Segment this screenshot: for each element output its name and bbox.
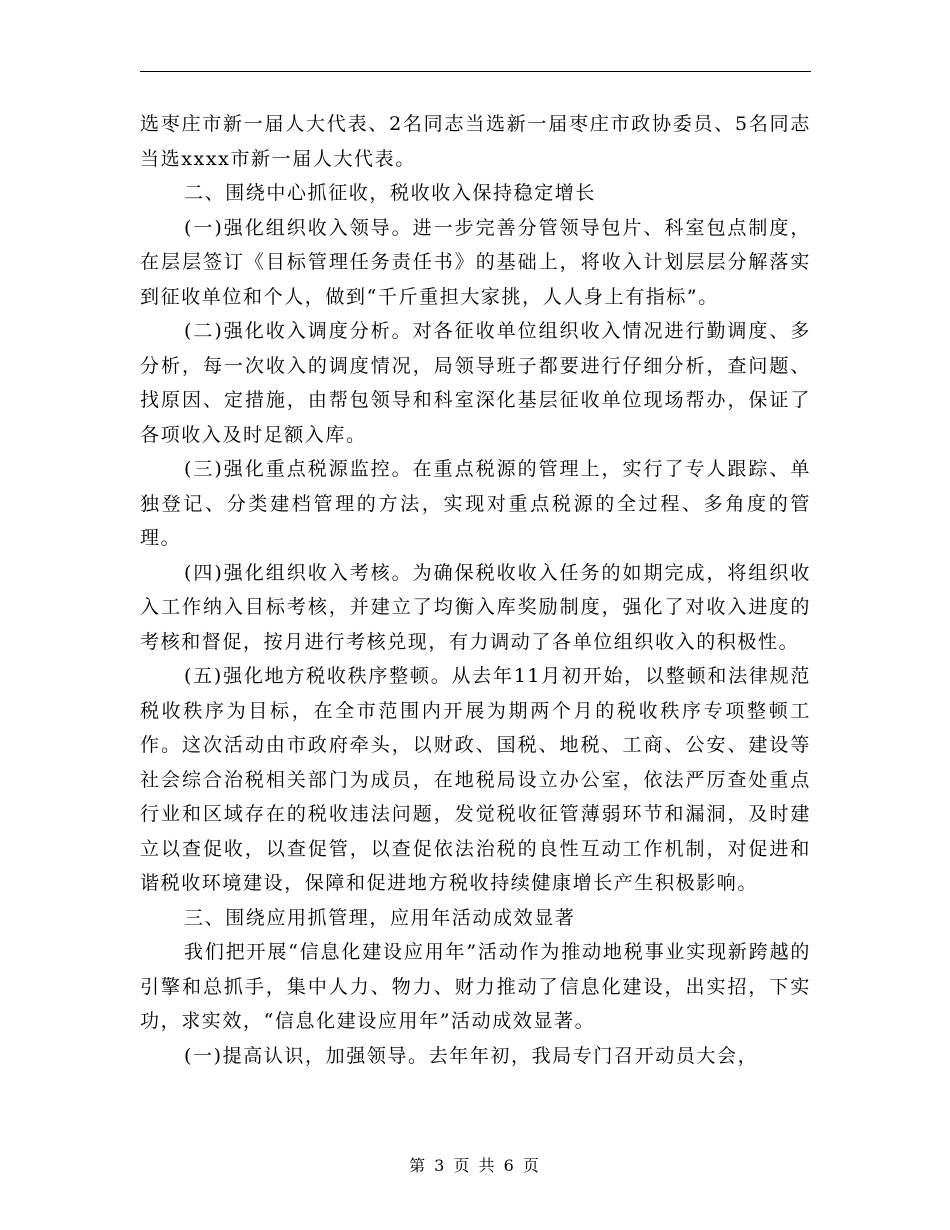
- section-heading-2: 二、围绕中心抓征收，税收收入保持稳定增长: [184, 182, 597, 204]
- paragraph-continuation: 选枣庄市新一届人大代表、2名同志当选新一届枣庄市政协委员、5名同志当选xxxx市新一届人大代表。: [140, 113, 811, 170]
- page-number: 第 3 页 共 6 页: [409, 1156, 541, 1175]
- paragraph-3-1: (一)提高认识，加强领导。去年年初，我局专门召开动员大会，: [184, 1044, 759, 1067]
- paragraph-2-4: (四)强化组织收入考核。为确保税收收入任务的如期完成，将组织收入工作纳入目标考核，并建立了均衡入库奖励制度，强化了对收入进度的考核和督促，按月进行考核兑现，有力调动了各单位组织收入的积极性。: [140, 561, 811, 653]
- section-heading-3: 三、围绕应用抓管理，应用年活动成效显著: [184, 906, 576, 929]
- paragraph-2-3: (三)强化重点税源监控。在重点税源的管理上，实行了专人跟踪、单独登记、分类建档管理的方法，实现对重点税源的全过程、多角度的管理。: [140, 458, 811, 549]
- header-rule: [140, 71, 811, 72]
- paragraph-2-2: (二)强化收入调度分析。对各征收单位组织收入情况进行勤调度、多分析，每一次收入的调度情况，局领导班子都要进行仔细分析，查问题、找原因、定措施，由帮包领导和科室深化基层征收单位现场帮办，保证了各项收入及时足额入库。: [140, 320, 811, 446]
- paragraph-2-1: (一)强化组织收入领导。进一步完善分管领导包片、科室包点制度，在层层签订《目标管理任务责任书》的基础上，将收入计划层层分解落实到征收单位和个人，做到“千斤重担大家挑，人人身上有指标”。: [140, 216, 811, 308]
- document-body: [140, 107, 811, 1073]
- paragraph-2-5: (五)强化地方税收秩序整顿。从去年11月初开始，以整顿和法律规范税收秩序为目标，在全市范围内开展为期两个月的税收秩序专项整顿工作。这次活动由市政府牵头，以财政、国税、地税、工商、公安、建设等社会综合治税相关部门为成员，在地税局设立办公室，依法严厉查处重点行业和区域存在的税收违法问题，发觉税收征管薄弱环节和漏洞，及时建立以查促收，以查促管，以查促依法治税的良性互动工作机制，对促进和谐税收环境建设，保障和促进地方税收持续健康增长产生积极影响。: [140, 665, 811, 894]
- paragraph-3-intro: 我们把开展“信息化建设应用年”活动作为推动地税事业实现新跨越的引擎和总抓手，集中人力、物力、财力推动了信息化建设，出实招，下实功，求实效，“信息化建设应用年”活动成效显著。: [140, 941, 811, 1032]
